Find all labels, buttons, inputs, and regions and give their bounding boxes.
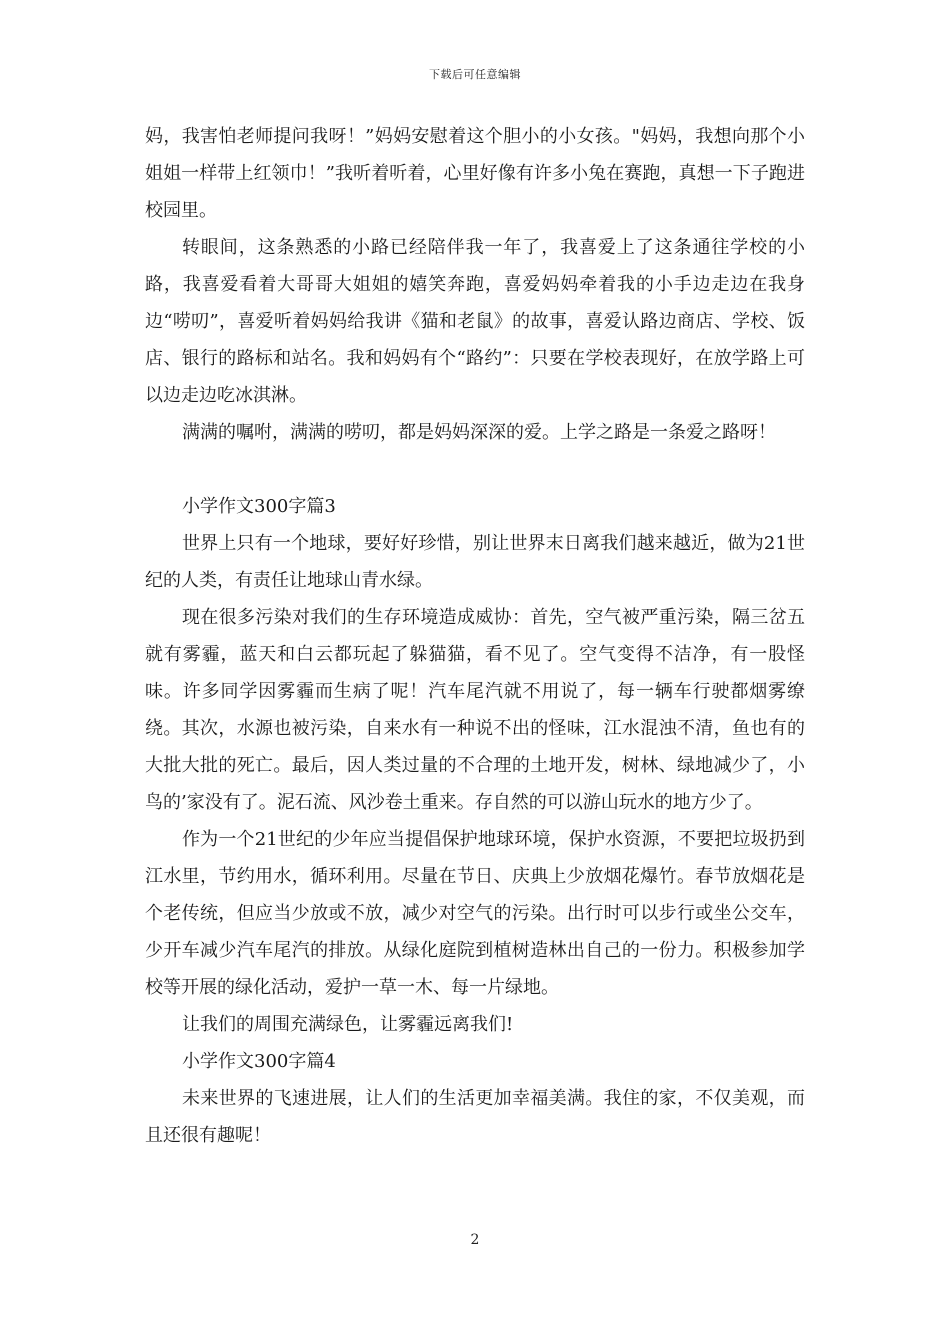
paragraph: 转眼间，这条熟悉的小路已经陪伴我一年了，我喜爱上了这条通往学校的小路，我喜爱看着大哥哥大姐姐的嬉笑奔跑，喜爱妈妈牵着我的小手边走边在我身边“唠叨”，喜爱听着妈妈给我讲《猫和老鼠》的故事，喜爱认路边商店、学校、饭店、银行的路标和站名。我和妈妈有个“路约”：只要在学校表现好，在放学路上可以边走边吃冰淇淋。	[145, 237, 805, 406]
paragraph: 作为一个21世纪的少年应当提倡保护地球环境，保护水资源，不要把垃圾扔到江水里，节约用水，循环利用。尽量在节日、庆典上少放烟花爆竹。春节放烟花是个老传统，但应当少放或不放，减少对空气的污染。出行时可以步行或坐公交车，少开车减少汽车尾汽的排放。从绿化庭院到植树造林出自己的一份力。积极参加学校等开展的绿化活动，爱护一草一木、每一片绿地。	[145, 829, 805, 998]
paragraph: 现在很多污染对我们的生存环境造成威协：首先，空气被严重污染，隔三岔五就有雾霾，蓝天和白云都玩起了躲猫猫，看不见了。空气变得不洁净，有一股怪味。许多同学因雾霾而生病了呢！汽车尾汽就不用说了，每一辆车行驶都烟雾缭绕。其次，水源也被污染，自来水有一种说不出的怪味，江水混浊不清，鱼也有的大批大批的死亡。最后，因人类过量的不合理的土地开发，树林、绿地减少了，小鸟的’家没有了。泥石流、风沙卷土重来。存自然的可以游山玩水的地方少了。	[145, 607, 805, 813]
page-header: 下载后可任意编辑	[429, 68, 521, 81]
paragraph: 未来世界的飞速进展，让人们的生活更加幸福美满。我住的家，不仅美观，而且还很有趣呢！	[145, 1088, 805, 1146]
section-heading: 小学作文300字篇4	[182, 1051, 336, 1072]
paragraph: 满满的嘱咐，满满的唠叨，都是妈妈深深的爱。上学之路是一条爱之路呀！	[182, 422, 776, 443]
document-body	[145, 118, 805, 1154]
paragraph: 让我们的周围充满绿色，让雾霾远离我们!	[182, 1014, 514, 1035]
page-number: 2	[470, 1232, 480, 1248]
section-spacer	[145, 451, 805, 488]
section-heading: 小学作文300字篇3	[182, 496, 336, 517]
paragraph: 世界上只有一个地球，要好好珍惜，别让世界末日离我们越来越近，做为21世纪的人类，有责任让地球山青水绿。	[145, 533, 805, 591]
paragraph: 妈，我害怕老师提问我呀！”妈妈安慰着这个胆小的小女孩。"妈妈，我想向那个小姐姐一样带上红领巾！”我听着听着，心里好像有许多小兔在赛跑，真想一下子跑进校园里。	[145, 126, 805, 221]
